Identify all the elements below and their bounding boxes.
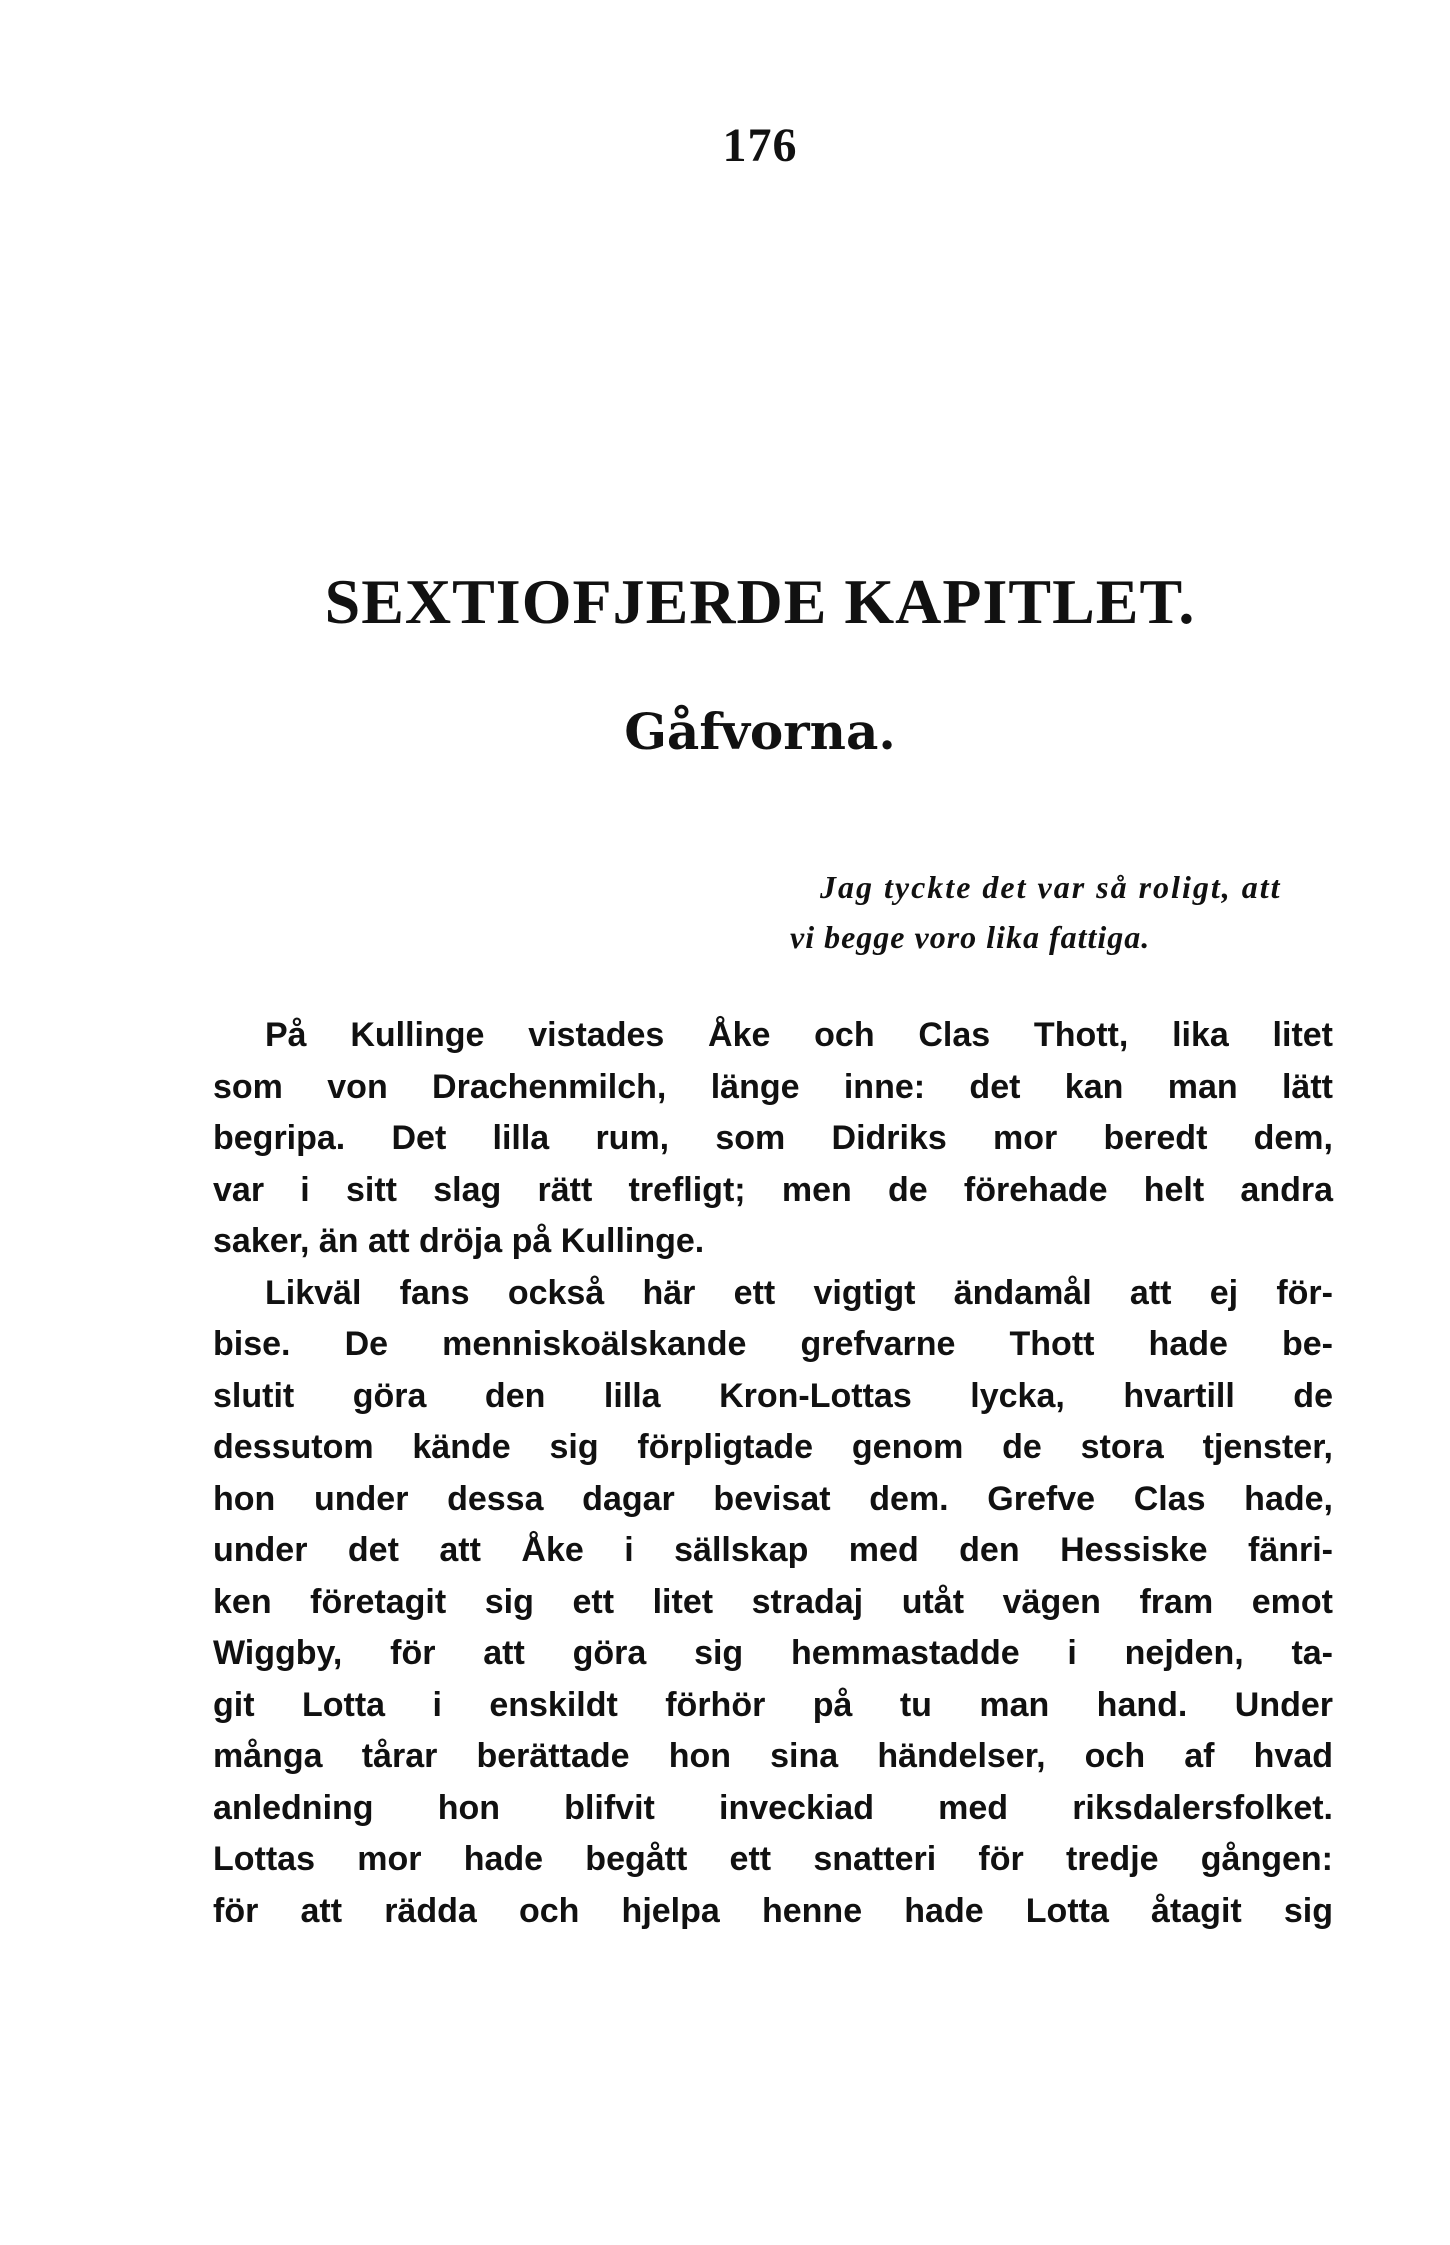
epigraph-line: Jag tyckte det var så roligt, att — [820, 869, 1282, 905]
text-line: var i sitt slag rätt trefligt; men de förehade helt andra — [213, 1170, 1333, 1209]
paragraph — [213, 1268, 1333, 1938]
body-text — [213, 1010, 1333, 1937]
text-line: Lottas mor hade begått ett snatteri för tredje gången: — [213, 1840, 1333, 1878]
text-line: begripa. Det lilla rum, som Didriks mor beredt dem, — [213, 1119, 1333, 1157]
text-line: anledning hon blifvit inveckiad med riksdalersfolket. — [213, 1788, 1333, 1827]
text-line: Wiggby, för att göra sig hemmastadde i nejden, ta- — [213, 1634, 1333, 1672]
chapter-title: SEXTIOFJERDE KAPITLET. — [324, 566, 1196, 637]
text-line: git Lotta i enskildt förhör på tu man hand. Under — [213, 1685, 1333, 1724]
text-line: På Kullinge vistades Åke och Clas Thott, lika litet — [265, 1016, 1333, 1054]
text-line: många tårar berättade hon sina händelser, och af hvad — [213, 1737, 1333, 1775]
text-line: under det att Åke i sällskap med den Hessiske fänri- — [213, 1531, 1333, 1569]
paragraph — [213, 1010, 1333, 1268]
text-line: ken företagit sig ett litet stradaj utåt vägen fram emot — [213, 1582, 1333, 1621]
text-line: Likväl fans också här ett vigtigt ändamål att ej för- — [265, 1273, 1333, 1312]
page-number: 176 — [722, 119, 798, 172]
text-line: dessutom kände sig förpligtade genom de stora tjenster, — [213, 1428, 1333, 1466]
text-line: som von Drachenmilch, länge inne: det kan man lätt — [213, 1067, 1333, 1106]
chapter-subtitle: Gåfvorna. — [624, 702, 896, 761]
text-line: hon under dessa dagar bevisat dem. Grefve Clas hade, — [213, 1479, 1333, 1518]
text-line: slutit göra den lilla Kron-Lottas lycka, hvartill de — [213, 1376, 1333, 1415]
epigraph-line: vi begge voro lika fattiga. — [790, 919, 1151, 955]
text-line: bise. De menniskoälskande grefvarne Thott hade be- — [213, 1325, 1333, 1363]
epigraph — [790, 862, 1340, 962]
text-line: saker, än att dröja på Kullinge. — [213, 1222, 705, 1260]
text-line: för att rädda och hjelpa henne hade Lotta åtagit sig — [213, 1891, 1333, 1930]
